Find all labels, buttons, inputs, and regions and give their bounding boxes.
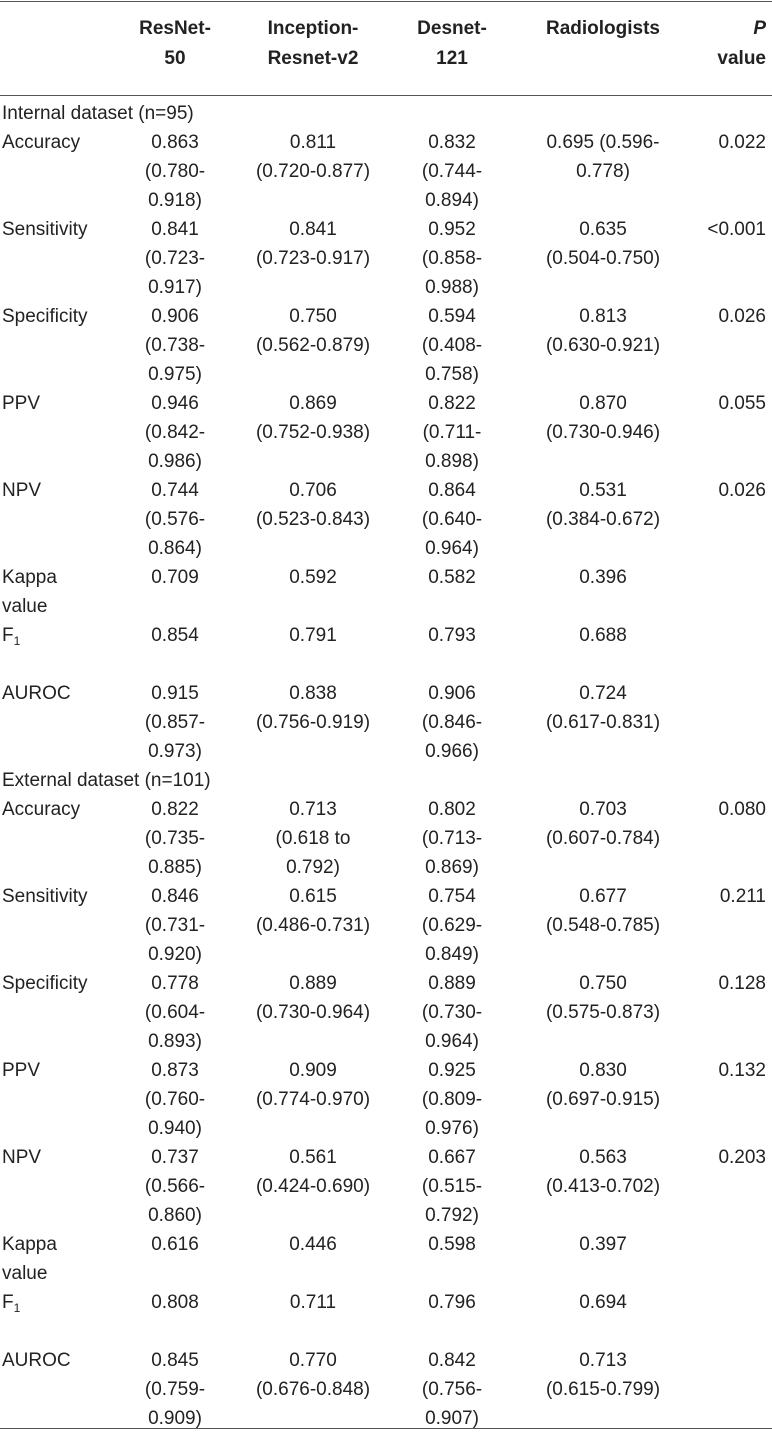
cell-inception-line: (0.756-0.919) (255, 712, 371, 733)
row-label (2, 128, 80, 157)
cell-radiologists (518, 302, 688, 360)
cell-p-value (686, 795, 766, 824)
cell-desnet-line: 0.796 (428, 1292, 476, 1313)
cell-p-value (686, 882, 766, 911)
cell-desnet-line: 0.906 (428, 683, 476, 704)
cell-radiologists-line: (0.384-0.672) (545, 509, 661, 530)
cell-inception-line: 0.615 (289, 886, 337, 907)
cell-radiologists-line: (0.575-0.873) (545, 1002, 661, 1023)
cell-p-value-line: 0.203 (718, 1147, 766, 1168)
row-label (2, 476, 41, 505)
cell-inception-line: 0.770 (289, 1350, 337, 1371)
cell-resnet-line: 0.778 (151, 973, 199, 994)
cell-desnet (392, 389, 512, 476)
cell-p-value (686, 476, 766, 505)
cell-p-value (686, 389, 766, 418)
row-label (2, 389, 40, 418)
cell-inception-line: 0.592 (289, 567, 337, 588)
row-label (2, 679, 71, 708)
cell-resnet-line: 0.885) (148, 857, 202, 878)
cell-inception (238, 795, 388, 882)
cell-inception-line: 0.838 (289, 683, 337, 704)
cell-desnet-line: 0.898) (425, 451, 479, 472)
cell-desnet-line: 0.832 (428, 132, 476, 153)
cell-radiologists (518, 1346, 688, 1404)
cell-resnet-line: 0.744 (151, 480, 199, 501)
header-resnet-50-line: ResNet- (139, 18, 211, 39)
row-label-text: F (2, 625, 14, 646)
header-desnet-121-line: Desnet- (417, 18, 487, 39)
cell-resnet-line: (0.842- (144, 422, 206, 443)
row-label (2, 1288, 20, 1317)
cell-inception-line: (0.730-0.964) (255, 1002, 371, 1023)
cell-radiologists-line: 0.531 (579, 480, 627, 501)
cell-p-value-line: 0.026 (718, 480, 766, 501)
cell-resnet (115, 621, 235, 650)
row-label (2, 1230, 57, 1288)
cell-radiologists-line: 0.688 (579, 625, 627, 646)
cell-desnet-line: 0.822 (428, 393, 476, 414)
row-label-line: value (2, 596, 48, 617)
cell-resnet-line: (0.780- (144, 161, 206, 182)
cell-inception-line: 0.711 (289, 1292, 337, 1313)
cell-desnet-line: 0.802 (428, 799, 476, 820)
header-p-value-line: P (753, 18, 766, 39)
cell-desnet (392, 1288, 512, 1317)
cell-resnet-line: 0.854 (151, 625, 199, 646)
cell-radiologists (518, 389, 688, 447)
cell-resnet-line: 0.975) (148, 364, 202, 385)
cell-desnet (392, 795, 512, 882)
cell-inception-line: (0.676-0.848) (255, 1379, 371, 1400)
cell-radiologists-line: 0.703 (579, 799, 627, 820)
cell-p-value-line: 0.211 (719, 886, 766, 907)
row-label-line: AUROC (2, 1350, 71, 1371)
cell-radiologists (518, 563, 688, 592)
cell-resnet (115, 476, 235, 563)
cell-desnet-line: 0.792) (425, 1205, 479, 1226)
cell-desnet (392, 476, 512, 563)
row-label-subscript: 1 (13, 1301, 21, 1315)
cell-desnet-line: 0.869) (425, 857, 479, 878)
cell-resnet (115, 1056, 235, 1143)
cell-p-value (686, 128, 766, 157)
cell-desnet (392, 1230, 512, 1259)
cell-inception (238, 563, 388, 592)
cell-radiologists (518, 476, 688, 534)
row-label (2, 563, 57, 621)
cell-resnet (115, 1288, 235, 1317)
cell-resnet-line: 0.863 (151, 132, 199, 153)
row-label-line: Sensitivity (2, 219, 88, 240)
cell-resnet (115, 563, 235, 592)
cell-desnet-line: 0.793 (428, 625, 476, 646)
cell-resnet (115, 1143, 235, 1230)
cell-resnet-line: 0.973) (148, 741, 202, 762)
cell-resnet-line: (0.759- (144, 1379, 206, 1400)
cell-p-value-line: 0.026 (718, 306, 766, 327)
section-title: External dataset (n=101) (2, 770, 211, 791)
cell-resnet-line: 0.846 (151, 886, 199, 907)
cell-inception (238, 882, 388, 940)
cell-desnet-line: 0.925 (428, 1060, 476, 1081)
cell-desnet-line: 0.582 (428, 567, 476, 588)
cell-resnet-line: 0.906 (151, 306, 199, 327)
cell-desnet-line: 0.964) (425, 538, 479, 559)
cell-desnet-line: 0.849) (425, 944, 479, 965)
cell-resnet-line: (0.604- (144, 1002, 206, 1023)
row-label-line: Accuracy (2, 132, 81, 153)
cell-resnet-line: (0.760- (144, 1089, 206, 1110)
cell-resnet (115, 1230, 235, 1259)
row-label-line: Specificity (2, 973, 88, 994)
header-radiologists (518, 14, 688, 44)
cell-inception-line: (0.774-0.970) (255, 1089, 371, 1110)
header-p-value (706, 14, 766, 74)
cell-p-value (686, 969, 766, 998)
cell-desnet-line: 0.907) (425, 1408, 479, 1429)
row-label-line: Kappa (2, 1234, 57, 1255)
cell-inception (238, 128, 388, 186)
cell-resnet-line: 0.946 (151, 393, 199, 414)
row-label-line: PPV (2, 393, 41, 414)
cell-radiologists (518, 1056, 688, 1114)
cell-resnet-line: (0.723- (144, 248, 206, 269)
cell-resnet-line: 0.940) (148, 1118, 202, 1139)
cell-radiologists (518, 1288, 688, 1317)
cell-radiologists (518, 128, 688, 186)
cell-desnet-line: (0.640- (421, 509, 483, 530)
cell-resnet-line: 0.917) (148, 277, 202, 298)
cell-resnet (115, 882, 235, 969)
row-label (2, 302, 88, 331)
cell-desnet-line: 0.976) (425, 1118, 479, 1139)
cell-desnet-line: 0.952 (428, 219, 476, 240)
cell-radiologists-line: 0.870 (579, 393, 627, 414)
row-label (2, 795, 80, 824)
cell-desnet (392, 302, 512, 389)
cell-resnet-line: 0.841 (151, 219, 199, 240)
cell-resnet-line: (0.735- (144, 828, 206, 849)
cell-desnet-line: (0.515- (421, 1176, 483, 1197)
cell-inception (238, 1056, 388, 1114)
cell-desnet (392, 679, 512, 766)
cell-p-value-line: 0.128 (718, 973, 766, 994)
header-inception-resnet-v2-line: Inception- (267, 18, 359, 39)
cell-desnet-line: (0.711- (422, 422, 482, 443)
cell-desnet-line: 0.889 (428, 973, 476, 994)
row-label (2, 969, 88, 998)
cell-resnet-line: 0.845 (151, 1350, 199, 1371)
cell-radiologists-line: 0.750 (579, 973, 627, 994)
cell-p-value (686, 1143, 766, 1172)
cell-inception (238, 476, 388, 534)
cell-desnet (392, 215, 512, 302)
cell-desnet-line: 0.754 (428, 886, 476, 907)
row-label-line: Sensitivity (2, 886, 88, 907)
cell-radiologists-line: 0.563 (579, 1147, 627, 1168)
header-radiologists-line: Radiologists (545, 18, 660, 39)
cell-inception-line: (0.720-0.877) (255, 161, 371, 182)
cell-inception (238, 621, 388, 650)
cell-desnet-line: 0.966) (425, 741, 479, 762)
row-label-line: Accuracy (2, 799, 81, 820)
cell-desnet (392, 563, 512, 592)
cell-desnet (392, 969, 512, 1056)
cell-inception-line: 0.811 (289, 132, 337, 153)
row-label-line: Kappa (2, 567, 57, 588)
cell-radiologists-line: (0.504-0.750) (545, 248, 661, 269)
cell-desnet-line: 0.964) (425, 1031, 479, 1052)
cell-inception-line: 0.909 (289, 1060, 337, 1081)
cell-radiologists-line: 0.695 (0.596- (546, 132, 660, 153)
cell-resnet-line: 0.822 (151, 799, 199, 820)
cell-resnet-line: 0.873 (151, 1060, 199, 1081)
header-p-value-line: value (717, 48, 766, 69)
cell-desnet-line: (0.629- (421, 915, 483, 936)
cell-radiologists-line: 0.397 (579, 1234, 627, 1255)
row-label-line: value (2, 1263, 48, 1284)
cell-radiologists-line: 0.635 (579, 219, 627, 240)
cell-radiologists (518, 679, 688, 737)
cell-resnet (115, 679, 235, 766)
cell-p-value (686, 215, 766, 244)
cell-inception-line: 0.750 (289, 306, 337, 327)
row-label-subscript: 1 (13, 634, 21, 648)
cell-inception (238, 1288, 388, 1317)
cell-inception (238, 1346, 388, 1404)
cell-inception (238, 302, 388, 360)
cell-radiologists-line: 0.396 (579, 567, 627, 588)
cell-radiologists (518, 1143, 688, 1201)
row-label (2, 1056, 40, 1085)
cell-resnet-line: 0.737 (151, 1147, 199, 1168)
cell-resnet (115, 128, 235, 215)
cell-radiologists-line: 0.830 (579, 1060, 627, 1081)
cell-inception-line: 0.561 (289, 1147, 337, 1168)
cell-p-value-line: 0.080 (718, 799, 766, 820)
cell-p-value-line: 0.022 (718, 132, 766, 153)
cell-desnet-line: (0.846- (421, 712, 483, 733)
row-label (2, 882, 88, 911)
cell-radiologists-line: (0.607-0.784) (545, 828, 661, 849)
cell-resnet-line: 0.864) (148, 538, 202, 559)
cell-desnet-line: (0.730- (421, 1002, 483, 1023)
cell-inception (238, 1230, 388, 1259)
cell-inception-line: (0.424-0.690) (255, 1176, 371, 1197)
cell-radiologists-line: (0.615-0.799) (545, 1379, 661, 1400)
header-desnet-121 (392, 14, 512, 74)
cell-inception-line: 0.841 (289, 219, 337, 240)
cell-resnet-line: (0.576- (144, 509, 206, 530)
cell-p-value (686, 1056, 766, 1085)
cell-desnet-line: (0.713- (421, 828, 483, 849)
cell-radiologists (518, 969, 688, 1027)
row-label-text: F (2, 1292, 14, 1313)
cell-p-value-line: 0.055 (718, 393, 766, 414)
cell-resnet-line: (0.738- (144, 335, 206, 356)
cell-inception-line: (0.618 to (275, 828, 351, 849)
cell-resnet-line: 0.808 (151, 1292, 199, 1313)
cell-inception-line: (0.562-0.879) (255, 335, 371, 356)
cell-inception-line: (0.752-0.938) (255, 422, 371, 443)
cell-p-value-line: 0.132 (718, 1060, 766, 1081)
section-title: Internal dataset (n=95) (2, 103, 194, 124)
cell-resnet (115, 795, 235, 882)
cell-inception-line: 0.713 (289, 799, 337, 820)
cell-inception (238, 969, 388, 1027)
cell-resnet-line: (0.566- (144, 1176, 206, 1197)
cell-desnet-line: 0.667 (428, 1147, 476, 1168)
cell-resnet (115, 302, 235, 389)
row-label-line: AUROC (2, 683, 71, 704)
cell-radiologists-line: (0.617-0.831) (545, 712, 661, 733)
cell-radiologists-line: 0.813 (579, 306, 627, 327)
cell-inception-line: 0.889 (289, 973, 337, 994)
cell-desnet-line: (0.744- (421, 161, 483, 182)
cell-radiologists-line: (0.697-0.915) (545, 1089, 661, 1110)
row-label-line: PPV (2, 1060, 41, 1081)
cell-desnet-line: (0.809- (421, 1089, 483, 1110)
cell-inception-line: 0.446 (289, 1234, 337, 1255)
cell-desnet (392, 1056, 512, 1143)
cell-desnet (392, 1346, 512, 1433)
cell-desnet-line: (0.408- (421, 335, 483, 356)
cell-inception (238, 679, 388, 737)
cell-resnet-line: 0.918) (148, 190, 202, 211)
cell-resnet-line: 0.920) (148, 944, 202, 965)
cell-desnet-line: 0.758) (425, 364, 479, 385)
cell-resnet-line: 0.709 (151, 567, 199, 588)
cell-resnet-line: 0.893) (148, 1031, 202, 1052)
cell-resnet-line: 0.915 (151, 683, 199, 704)
row-label-line: NPV (2, 1147, 42, 1168)
row-label (2, 1143, 41, 1172)
cell-radiologists (518, 882, 688, 940)
cell-inception-line: (0.486-0.731) (255, 915, 371, 936)
cell-p-value (686, 302, 766, 331)
cell-resnet-line: 0.860) (148, 1205, 202, 1226)
cell-desnet-line: 0.864 (428, 480, 476, 501)
cell-radiologists-line: (0.730-0.946) (545, 422, 661, 443)
header-desnet-121-line: 121 (436, 48, 468, 69)
cell-radiologists-line: (0.413-0.702) (545, 1176, 661, 1197)
cell-radiologists (518, 215, 688, 273)
cell-desnet (392, 882, 512, 969)
cell-resnet-line: 0.909) (148, 1408, 202, 1429)
cell-inception-line: (0.723-0.917) (255, 248, 371, 269)
cell-inception-line: 0.792) (286, 857, 340, 878)
cell-resnet (115, 215, 235, 302)
cell-radiologists-line: 0.694 (579, 1292, 627, 1313)
cell-radiologists-line: (0.548-0.785) (545, 915, 661, 936)
cell-desnet-line: 0.598 (428, 1234, 476, 1255)
row-label-line: NPV (2, 480, 42, 501)
row-label (2, 1346, 71, 1375)
header-resnet-50-line: 50 (164, 48, 186, 69)
cell-desnet-line: (0.858- (421, 248, 483, 269)
cell-radiologists-line: 0.724 (579, 683, 627, 704)
cell-inception-line: 0.791 (289, 625, 337, 646)
cell-desnet-line: 0.894) (425, 190, 479, 211)
cell-desnet-line: 0.842 (428, 1350, 476, 1371)
cell-inception-line: (0.523-0.843) (255, 509, 371, 530)
cell-desnet (392, 128, 512, 215)
cell-resnet (115, 1346, 235, 1433)
header-rule (0, 95, 772, 96)
top-rule (0, 1, 772, 2)
cell-radiologists (518, 1230, 688, 1259)
cell-desnet-line: 0.988) (425, 277, 479, 298)
cell-inception (238, 1143, 388, 1201)
cell-radiologists-line: 0.677 (579, 886, 627, 907)
cell-resnet-line: (0.857- (144, 712, 206, 733)
row-label (2, 215, 88, 244)
header-inception-resnet-v2 (238, 14, 388, 74)
cell-radiologists-line: 0.713 (579, 1350, 627, 1371)
cell-inception-line: 0.869 (289, 393, 337, 414)
header-inception-resnet-v2-line: Resnet-v2 (267, 48, 359, 69)
cell-radiologists-line: (0.630-0.921) (545, 335, 661, 356)
cell-radiologists (518, 621, 688, 650)
cell-desnet-line: (0.756- (421, 1379, 483, 1400)
cell-inception (238, 215, 388, 273)
row-label-line: Specificity (2, 306, 88, 327)
cell-radiologists (518, 795, 688, 853)
cell-resnet-line: 0.986) (148, 451, 202, 472)
cell-desnet (392, 1143, 512, 1230)
cell-resnet (115, 969, 235, 1056)
cell-inception-line: 0.706 (289, 480, 337, 501)
cell-inception (238, 389, 388, 447)
cell-resnet-line: 0.616 (151, 1234, 199, 1255)
cell-resnet (115, 389, 235, 476)
cell-desnet (392, 621, 512, 650)
cell-resnet-line: (0.731- (144, 915, 206, 936)
header-resnet-50 (115, 14, 235, 74)
cell-desnet-line: 0.594 (428, 306, 476, 327)
cell-radiologists-line: 0.778) (576, 161, 630, 182)
cell-p-value-line: <0.001 (707, 219, 766, 240)
row-label (2, 621, 20, 650)
